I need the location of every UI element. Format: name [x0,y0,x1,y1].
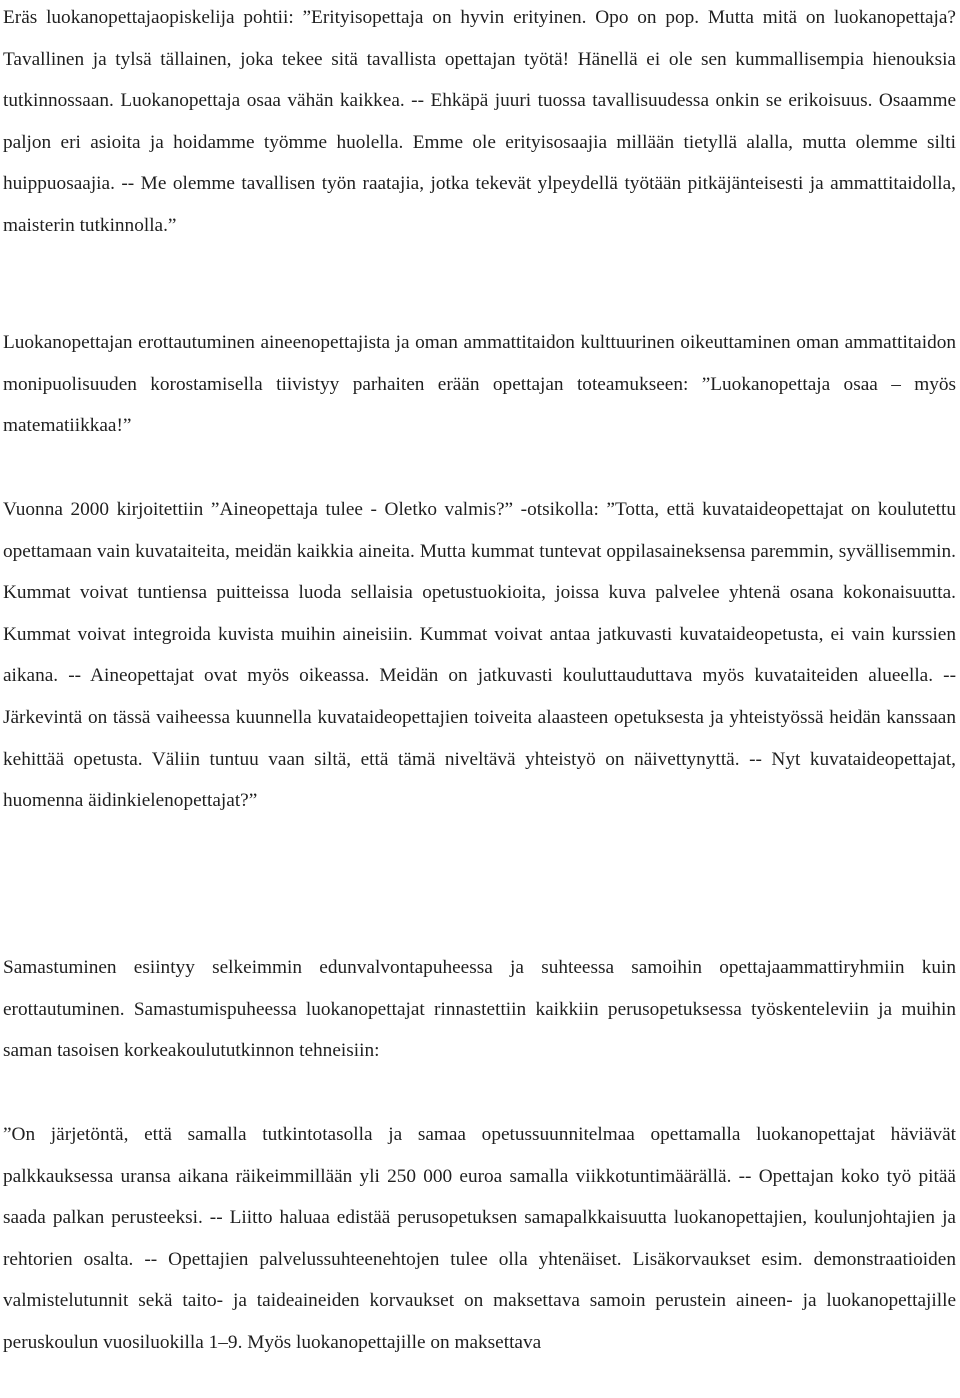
paragraph: Samastuminen esiintyy selkeimmin edunvalvontapuheessa ja suhteessa samoihin opettajaammattiryhmiin kuin erottautuminen. Samastumispuheessa luokanopettajat rinnastettiin kaikkiin perusopetuksessa työskenteleviin ja muihin saman tasoisen korkeakoulututkinnon tehneisiin: [3,957,956,1062]
paragraph: Vuonna 2000 kirjoitettiin ”Aineopettaja tulee - Oletko valmis?” -otsikolla: ”Totta, että kuvataideopettajat on koulutettu opettamaan vain kuvataiteita, meidän kaikkia aineita. Mutta kummat tuntevat oppilasaineksensa paremmin, syvällisemmin. Kummat voivat tuntiensa puitteissa luoda sellaisia opetustuokioita, joissa kuva palvelee yhtenä osana kokonaisuutta. Kummat voivat integroida kuvista muihin aineisiin. Kummat voivat antaa jatkuvasti kuvataideopetusta, ei vain kurssien aikana. -- Aineopettajat ovat myös oikeassa. Meidän on jatkuvasti kouluttauduttava myös kuvataiteiden alueella. -- Järkevintä on tässä vaiheessa kuunnella kuvataideopettajien toiveita alaasteen opetuksesta ja yhteistyössä heidän kanssaan kehittää opetusta. Väliin tuntuu vaan siltä, että tämä niveltävä yhteistyö on näivettynyttä. -- Nyt kuvataideopettajat, huomenna äidinkielenopettajat?” [3,499,956,812]
paragraph: Eräs luokanopettajaopiskelija pohtii: ”Erityisopettaja on hyvin erityinen. Opo on pop. Mutta mitä on luokanopettaja? Tavallinen ja tylsä tällainen, joka tekee sitä tavallista opettajan työtä! Hänellä ei ole sen kummallisempia hienouksia tutkinnossaan. Luokanopettaja osaa vähän kaikkea. -- Ehkäpä juuri tuossa tavallisuudessa onkin se erikoisuus. Osaamme paljon eri asioita ja hoidamme työmme huolella. Emme ole erityisosaajia millään tietyllä alalla, mutta olemme silti huippuosaajia. -- Me olemme tavallisen työn raatajia, jotka tekevät ylpeydellä työtään pitkäjänteisesti ja ammattitaidolla, maisterin tutkinnolla.” [3,7,956,236]
paragraph: ”On järjetöntä, että samalla tutkintotasolla ja samaa opetussuunnitelmaa opettamalla luokanopettajat häviävät palkkauksessa uransa aikana räikeimmillään yli 250 000 euroa samalla viikkotuntimäärällä. -- Opettajan koko työ pitää saada palkan perusteeksi. -- Liitto haluaa edistää perusopetuksen samapalkkaisuutta luokanopettajien, koulunjohtajien ja rehtorien osalta. -- Opettajien palvelussuhteenehtojen tulee olla yhtenäiset. Lisäkorvaukset esim. demonstraatioiden valmistelutunnit sekä taito- ja taideaineiden korvaukset on maksettava samoin perustein aineen- ja luokanopettajille peruskoulun vuosiluokilla 1–9. Myös luokanopettajille on maksettava [3,1124,956,1353]
paragraph: Luokanopettajan erottautuminen aineenopettajista ja oman ammattitaidon kulttuurinen oikeuttaminen oman ammattitaidon monipuolisuuden korostamisella tiivistyy parhaiten erään opettajan toteamukseen: ”Luokanopettaja osaa – myös matematiikkaa!” [3,332,956,437]
